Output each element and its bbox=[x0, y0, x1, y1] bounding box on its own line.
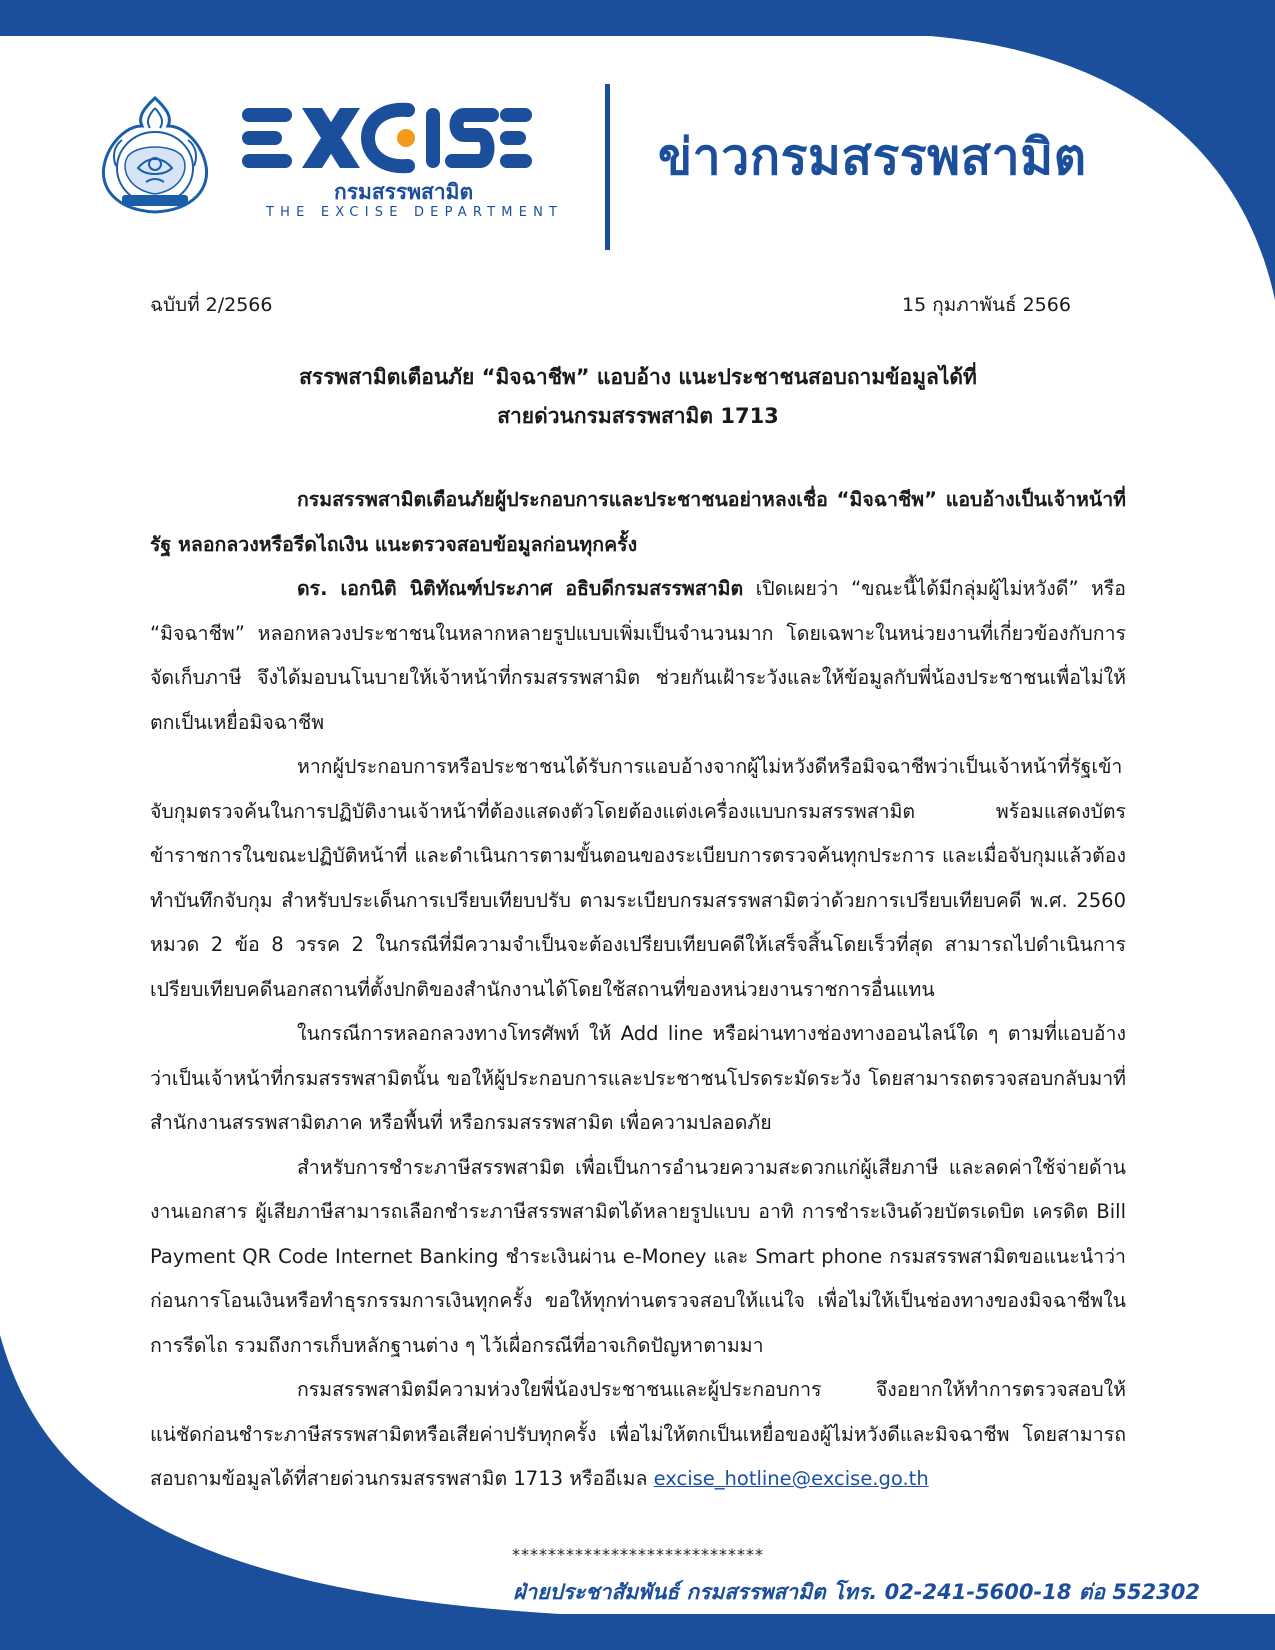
issue-date: 15 กุมภาพันธ์ 2566 bbox=[902, 294, 1071, 316]
paragraph-1 bbox=[150, 567, 1126, 745]
issue-number: ฉบับที่ 2/2566 bbox=[150, 294, 273, 316]
paragraph-1-text: เปิดเผยว่า “ขณะนี้ได้มีกลุ่มผู้ไม่หวังดี” หรือ “มิจฉาชีพ” หลอกหลวงประชาชนในหลากหลายรูปแบบเพิ่มเป็นจำนวนมาก โดยเฉพาะในหน่วยงานที่เกี่ยวข้องกับการจัดเก็บภาษี จึงได้มอบนโนบายให้เจ้าหน้าที่กรมสรรพสามิต ช่วยกันเฝ้าระวังและให้ข้อมูลกับพี่น้องประชาชนเพื่อไม่ให้ตกเป็นเหยื่อมิจฉาชีพ bbox=[150, 577, 1126, 734]
page-title: ข่าวกรมสรรพสามิต bbox=[658, 128, 1087, 186]
excise-seal-icon bbox=[98, 96, 212, 214]
paragraph-5-text: กรมสรรพสามิตมีความห่วงใยพี่น้องประชาชนและผู้ประกอบการ จึงอยากให้ทำการตรวจสอบให้แน่ชัดก่อนชำระภาษีสรรพสามิตหรือเสียค่าปรับทุกครั้ง เพื่อไม่ให้ตกเป็นเหยื่อของผู้ไม่หวังดีและมิจฉาชีพ โดยสามารถสอบถามข้อมูลได้ที่สายด่วนกรมสรรพสามิต 1713 หรืออีเมล bbox=[150, 1378, 1126, 1490]
news-headline bbox=[150, 358, 1126, 436]
pr-contact-line: ฝ่ายประชาสัมพันธ์ กรมสรรพสามิต โทร. 02-241-5600-18 ต่อ 552302 bbox=[513, 1580, 1200, 1604]
hotline-email-link[interactable]: excise_hotline@excise.go.th bbox=[653, 1467, 929, 1490]
paragraph-3: ในกรณีการหลอกลวงทางโทรศัพท์ ให้ Add line หรือผ่านทางช่องทางออนไลน์ใด ๆ ตามที่แอบอ้างว่าเป็นเจ้าหน้าที่กรมสรรพสามิตนั้น ขอให้ผู้ประกอบการและประชาชนโปรดระมัดระวัง โดยสามารถตรวจสอบกลับมาที่สำนักงานสรรพสามิตภาค หรือพื้นที่ หรือกรมสรรพสามิต เพื่อความปลอดภัย bbox=[150, 1022, 1126, 1134]
news-body bbox=[150, 478, 1126, 1502]
lead-paragraph: กรมสรรพสามิตเตือนภัยผู้ประกอบการและประชาชนอย่าหลงเชื่อ “มิจฉาชีพ” แอบอ้างเป็นเจ้าหน้าที่รัฐ หลอกลวงหรือรีดไถเงิน แนะตรวจสอบข้อมูลก่อนทุกครั้ง bbox=[150, 488, 1126, 556]
headline-line-2: สายด่วนกรมสรรพสามิต 1713 bbox=[497, 404, 779, 428]
paragraph-2: หากผู้ประกอบการหรือประชาชนได้รับการแอบอ้างจากผู้ไม่หวังดีหรือมิจฉาชีพว่าเป็นเจ้าหน้าที่รัฐเข้าจับกุมตรวจค้นในการปฏิบัติงานเจ้าหน้าที่ต้องแสดงตัวโดยต้องแต่งเครื่องแบบกรมสรรพสามิต พร้อมแสดงบัตรข้าราชการในขณะปฏิบัติหน้าที่ และดำเนินการตามขั้นตอนของระเบียบการตรวจค้นทุกประการ และเมื่อจับกุมแล้วต้องทำบันทึกจับกุม สำหรับประเด็นการเปรียบเทียบปรับ ตามระเบียบกรมสรรพสามิตว่าด้วยการเปรียบเทียบคดี พ.ศ. 2560 หมวด 2 ข้อ 8 วรรค 2 ในกรณีที่มีความจำเป็นจะต้องเปรียบเทียบคดีให้เสร็จสิ้นโดยเร็วที่สุด สามารถไปดำเนินการเปรียบเทียบคดีนอกสถานที่ตั้งปกติของสำนักงานได้โดยใช้สถานที่ของหน่วยงานราชการอื่นแทน bbox=[150, 755, 1126, 1001]
separator-stars: **************************** bbox=[512, 1545, 764, 1564]
speaker-name: ดร. เอกนิติ นิติทัณฑ์ประภาศ อธิบดีกรมสรรพสามิต bbox=[297, 577, 744, 600]
header-divider bbox=[605, 84, 610, 250]
paragraph-4: สำหรับการชำระภาษีสรรพสามิต เพื่อเป็นการอำนวยความสะดวกแก่ผู้เสียภาษี และลดค่าใช้จ่ายด้านงานเอกสาร ผู้เสียภาษีสามารถเลือกชำระภาษีสรรพสามิตได้หลายรูปแบบ อาทิ การชำระเงินด้วยบัตรเดบิต เครดิต Bill Payment QR Code Internet Banking ชำระเงินผ่าน e-Money และ Smart phone กรมสรรพสามิตขอแนะนำว่าก่อนการโอนเงินหรือทำธุรกรรมการเงินทุกครั้ง ขอให้ทุกท่านตรวจสอบให้แน่ใจ เพื่อไม่ให้เป็นช่องทางของมิจฉาชีพในการรีดไถ รวมถึงการเก็บหลักฐานต่าง ๆ ไว้เผื่อกรณีที่อาจเกิดปัญหาตามมา bbox=[150, 1155, 1126, 1357]
excise-brand-logo bbox=[242, 100, 564, 220]
brand-english-name: THE EXCISE DEPARTMENT bbox=[266, 205, 564, 220]
excise-wordmark bbox=[242, 100, 532, 176]
headline-line-1: สรรพสามิตเตือนภัย “มิจฉาชีพ” แอบอ้าง แนะประชาชนสอบถามข้อมูลได้ที่ bbox=[299, 365, 977, 389]
brand-thai-name: กรมสรรพสามิต bbox=[334, 180, 474, 204]
paragraph-5 bbox=[150, 1368, 1126, 1502]
